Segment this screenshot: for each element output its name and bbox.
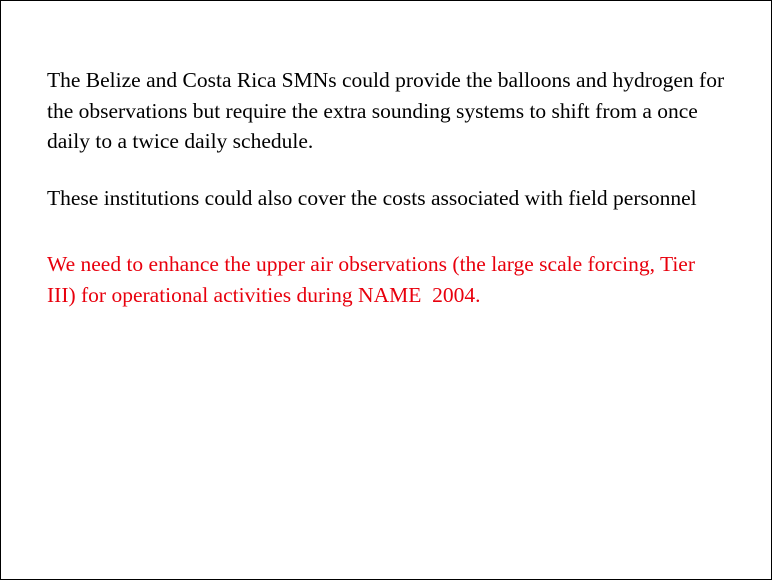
slide-text-body	[47, 65, 730, 310]
paragraph-smn-balloons: The Belize and Costa Rica SMNs could provide the balloons and hydrogen for the observations but require the extra sounding systems to shift from a once daily to a twice daily schedule.	[47, 68, 730, 154]
paragraph-upper-air-highlight: We need to enhance the upper air observations (the large scale forcing, Tier III) for operational activities during NAME 2004.	[47, 252, 701, 307]
paragraph-field-personnel: These institutions could also cover the costs associated with field personnel	[47, 185, 697, 210]
